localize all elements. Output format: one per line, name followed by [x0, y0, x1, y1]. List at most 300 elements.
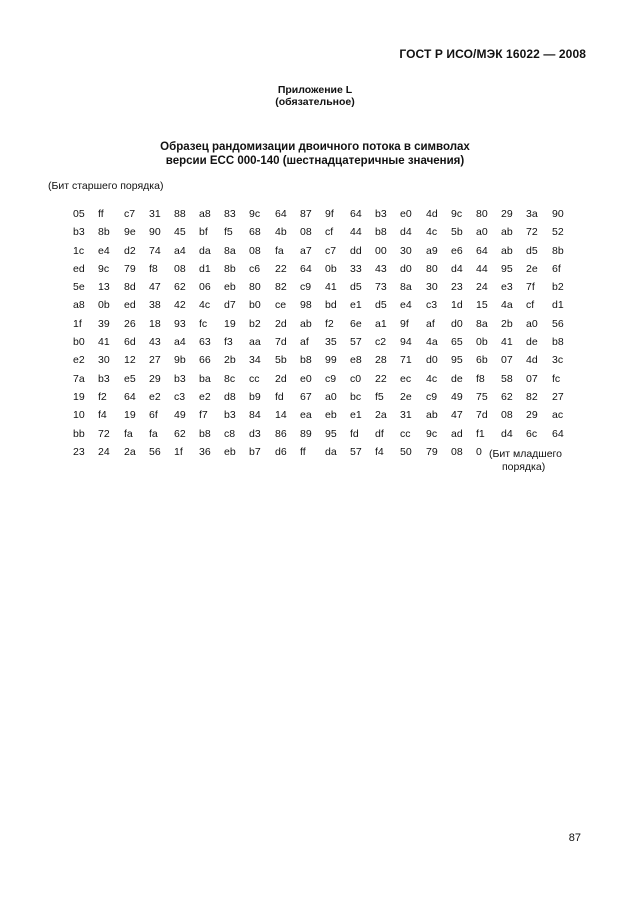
hex-cell: af — [426, 317, 435, 330]
hex-cell: 89 — [300, 427, 312, 440]
hex-cell: 43 — [375, 262, 387, 275]
hex-cell: 9c — [98, 262, 110, 275]
hex-cell: f8 — [476, 372, 485, 385]
hex-cell: ac — [552, 409, 564, 422]
hex-cell: 56 — [149, 445, 161, 458]
hex-cell: f3 — [224, 336, 233, 349]
hex-cell: 43 — [149, 336, 161, 349]
hex-cell: cc — [249, 372, 260, 385]
hex-cell: 80 — [249, 281, 261, 294]
hex-cell: 6b — [476, 354, 488, 367]
hex-cell: f8 — [149, 262, 158, 275]
hex-cell: cf — [526, 299, 535, 312]
hex-cell: b0 — [73, 336, 85, 349]
lsb-label-line2: порядка) — [502, 461, 546, 473]
lsb-label-line1: (Бит младшего — [489, 448, 562, 460]
hex-cell: e1 — [350, 409, 362, 422]
hex-cell: 15 — [476, 299, 488, 312]
hex-cell: e3 — [501, 281, 513, 294]
hex-cell: 95 — [325, 427, 337, 440]
table-row — [0, 373, 630, 391]
hex-cell: 06 — [199, 281, 211, 294]
hex-cell: 72 — [526, 226, 538, 239]
hex-cell: 07 — [501, 354, 513, 367]
hex-cell: b8 — [552, 336, 564, 349]
hex-cell: eb — [224, 281, 236, 294]
hex-cell: 27 — [552, 390, 564, 403]
hex-cell: 6c — [526, 427, 538, 440]
hex-cell: 18 — [149, 317, 161, 330]
hex-cell: 2b — [501, 317, 513, 330]
hex-cell: 9f — [325, 208, 334, 220]
hex-cell: 7a — [73, 372, 85, 385]
hex-cell: fc — [552, 372, 561, 385]
hex-cell: f2 — [325, 317, 334, 330]
hex-cell: d3 — [249, 427, 261, 440]
hex-cell: 08 — [451, 445, 463, 458]
hex-cell: fd — [350, 427, 359, 440]
hex-cell: 75 — [476, 390, 488, 403]
hex-cell: 2d — [275, 317, 287, 330]
hex-cell: 8b — [552, 244, 564, 257]
hex-cell: 41 — [501, 336, 513, 349]
hex-cell: 64 — [124, 390, 136, 403]
hex-cell: 52 — [552, 226, 564, 239]
hex-cell: e5 — [124, 372, 136, 385]
hex-cell: 74 — [149, 244, 161, 257]
hex-cell: 30 — [400, 244, 412, 257]
hex-cell: 99 — [325, 354, 337, 367]
annex-title: Приложение L — [277, 84, 353, 96]
hex-cell: 64 — [552, 427, 564, 440]
hex-cell: e0 — [300, 372, 312, 385]
hex-cell: 41 — [98, 336, 110, 349]
hex-cell: f7 — [199, 409, 208, 422]
hex-cell: e1 — [350, 299, 362, 312]
hex-cell: e8 — [350, 354, 362, 367]
hex-cell: d8 — [224, 390, 236, 403]
hex-cell: d2 — [124, 244, 136, 257]
hex-cell: c6 — [249, 262, 261, 275]
hex-cell: e4 — [400, 299, 412, 312]
hex-cell: bd — [325, 299, 337, 312]
hex-cell: ab — [501, 244, 513, 257]
hex-cell: ab — [426, 409, 438, 422]
hex-cell: 2d — [275, 372, 287, 385]
hex-cell: 62 — [174, 427, 186, 440]
hex-cell: 5b — [275, 354, 287, 367]
hex-cell: d4 — [501, 427, 513, 440]
hex-cell: 23 — [73, 445, 85, 458]
hex-cell: 90 — [552, 208, 564, 220]
hex-cell: 50 — [400, 445, 412, 458]
hex-cell: ad — [451, 427, 463, 440]
hex-cell: 4c — [199, 299, 211, 312]
hex-cell: 84 — [249, 409, 261, 422]
hex-cell: 79 — [124, 262, 136, 275]
hex-cell: ba — [199, 372, 211, 385]
hex-cell: e2 — [73, 354, 85, 367]
hex-cell: 1f — [174, 445, 183, 458]
hex-cell: cc — [400, 427, 411, 440]
hex-cell: b0 — [249, 299, 261, 312]
hex-cell: a0 — [325, 390, 337, 403]
hex-cell: 72 — [98, 427, 110, 440]
section-title-line1: Образец рандомизации двоичного потока в символах — [160, 141, 470, 153]
hex-cell: d5 — [526, 244, 538, 257]
hex-cell: 82 — [275, 281, 287, 294]
lsb-label — [489, 448, 562, 474]
hex-cell: 94 — [400, 336, 412, 349]
hex-cell: 12 — [124, 354, 136, 367]
hex-cell: 8b — [224, 262, 236, 275]
table-row — [0, 409, 630, 427]
hex-cell: 0b — [98, 299, 110, 312]
hex-cell: a0 — [526, 317, 538, 330]
hex-cell: 14 — [275, 409, 287, 422]
hex-cell: 7d — [476, 409, 488, 422]
hex-cell: 8a — [224, 244, 236, 257]
hex-cell: 9c — [426, 427, 438, 440]
hex-cell: 6f — [552, 262, 561, 275]
hex-cell: d5 — [375, 299, 387, 312]
hex-cell: 63 — [199, 336, 211, 349]
hex-cell: a4 — [174, 244, 186, 257]
hex-cell: 9b — [174, 354, 186, 367]
table-row — [0, 391, 630, 409]
hex-cell: 4a — [501, 299, 513, 312]
hex-cell: a8 — [73, 299, 85, 312]
hex-cell: 58 — [501, 372, 513, 385]
table-row — [0, 428, 630, 446]
hex-cell: 90 — [149, 226, 161, 239]
hex-cell: 29 — [526, 409, 538, 422]
hex-cell: 31 — [149, 208, 161, 220]
hex-cell: 68 — [249, 226, 261, 239]
page-number: 87 — [568, 832, 581, 844]
hex-cell: c9 — [300, 281, 312, 294]
hex-cell: 08 — [249, 244, 261, 257]
hex-cell: ed — [73, 262, 85, 275]
hex-cell: b3 — [174, 372, 186, 385]
table-row — [0, 336, 630, 354]
hex-cell: d5 — [350, 281, 362, 294]
hex-cell: c7 — [124, 208, 136, 220]
hex-cell: dd — [350, 244, 362, 257]
hex-cell: d0 — [400, 262, 412, 275]
hex-cell: de — [451, 372, 463, 385]
hex-cell: fa — [275, 244, 284, 257]
hex-cell: b8 — [199, 427, 211, 440]
hex-cell: 36 — [199, 445, 211, 458]
hex-cell: 23 — [451, 281, 463, 294]
hex-cell: c9 — [325, 372, 337, 385]
hex-cell: 93 — [174, 317, 186, 330]
hex-cell: e6 — [451, 244, 463, 257]
table-row — [0, 208, 630, 226]
hex-table — [0, 208, 630, 464]
hex-cell: 42 — [174, 299, 186, 312]
hex-cell: 98 — [300, 299, 312, 312]
hex-cell: 7f — [526, 281, 535, 294]
hex-cell: 6e — [350, 317, 362, 330]
hex-cell: 64 — [300, 262, 312, 275]
hex-cell: 1c — [73, 244, 85, 257]
hex-cell: 87 — [300, 208, 312, 220]
hex-cell: ff — [98, 208, 104, 220]
hex-cell: 0 — [476, 445, 482, 458]
hex-cell: 1d — [451, 299, 463, 312]
hex-cell: d1 — [199, 262, 211, 275]
hex-cell: cf — [325, 226, 334, 239]
hex-cell: de — [526, 336, 538, 349]
section-title-line2: версии ЕСС 000-140 (шестнадцатеричные значения) — [165, 155, 465, 167]
hex-cell: c3 — [426, 299, 438, 312]
table-row — [0, 354, 630, 372]
hex-cell: c9 — [426, 390, 438, 403]
hex-cell: d6 — [275, 445, 287, 458]
hex-cell: 05 — [73, 208, 85, 220]
hex-cell: 8b — [98, 226, 110, 239]
hex-cell: c2 — [375, 336, 387, 349]
hex-cell: ff — [300, 445, 306, 458]
hex-cell: bb — [73, 427, 85, 440]
hex-cell: 41 — [325, 281, 337, 294]
hex-cell: 9f — [400, 317, 409, 330]
hex-cell: 49 — [451, 390, 463, 403]
hex-cell: 67 — [300, 390, 312, 403]
hex-cell: b2 — [249, 317, 261, 330]
hex-cell: 2b — [224, 354, 236, 367]
document-header: ГОСТ Р ИСО/МЭК 16022 — 2008 — [399, 47, 586, 61]
hex-cell: 64 — [350, 208, 362, 220]
hex-cell: 44 — [350, 226, 362, 239]
hex-cell: a4 — [174, 336, 186, 349]
table-row — [0, 318, 630, 336]
hex-cell: b3 — [224, 409, 236, 422]
hex-cell: eb — [325, 409, 337, 422]
hex-cell: c3 — [174, 390, 186, 403]
hex-cell: 80 — [476, 208, 488, 220]
hex-cell: 10 — [73, 409, 85, 422]
hex-cell: a9 — [426, 244, 438, 257]
annex-status: (обязательное) — [275, 96, 355, 108]
hex-cell: 62 — [174, 281, 186, 294]
table-row — [0, 226, 630, 244]
hex-cell: 08 — [501, 409, 513, 422]
hex-cell: 65 — [451, 336, 463, 349]
hex-cell: fc — [199, 317, 208, 330]
hex-cell: 79 — [426, 445, 438, 458]
hex-cell: 3a — [526, 208, 538, 220]
hex-cell: 30 — [98, 354, 110, 367]
hex-cell: 6f — [149, 409, 158, 422]
hex-cell: f4 — [98, 409, 107, 422]
hex-cell: d0 — [426, 354, 438, 367]
table-row — [0, 245, 630, 263]
hex-cell: 34 — [249, 354, 261, 367]
hex-cell: ab — [501, 226, 513, 239]
hex-cell: 0b — [476, 336, 488, 349]
hex-cell: ce — [275, 299, 287, 312]
hex-cell: ed — [124, 299, 136, 312]
hex-cell: b8 — [375, 226, 387, 239]
hex-cell: b2 — [552, 281, 564, 294]
hex-cell: af — [300, 336, 309, 349]
hex-cell: 13 — [98, 281, 110, 294]
hex-cell: c8 — [224, 427, 236, 440]
hex-cell: a0 — [476, 226, 488, 239]
hex-cell: ec — [400, 372, 412, 385]
hex-cell: d7 — [224, 299, 236, 312]
hex-cell: f5 — [375, 390, 384, 403]
hex-cell: 9e — [124, 226, 136, 239]
hex-cell: 08 — [174, 262, 186, 275]
hex-cell: 26 — [124, 317, 136, 330]
table-row — [0, 299, 630, 317]
hex-cell: bf — [199, 226, 208, 239]
hex-cell: 5b — [451, 226, 463, 239]
hex-cell: 2e — [400, 390, 412, 403]
hex-cell: df — [375, 427, 384, 440]
hex-cell: e2 — [199, 390, 211, 403]
table-row — [0, 263, 630, 281]
hex-cell: 4d — [526, 354, 538, 367]
hex-cell: 44 — [476, 262, 488, 275]
hex-cell: a8 — [199, 208, 211, 220]
hex-cell: 64 — [275, 208, 287, 220]
hex-cell: 8a — [476, 317, 488, 330]
hex-cell: aa — [249, 336, 261, 349]
hex-cell: 95 — [451, 354, 463, 367]
hex-cell: da — [325, 445, 337, 458]
hex-cell: 22 — [275, 262, 287, 275]
hex-cell: 3c — [552, 354, 564, 367]
hex-cell: 24 — [98, 445, 110, 458]
hex-cell: 29 — [501, 208, 513, 220]
hex-cell: 4d — [426, 208, 438, 220]
hex-cell: 8c — [224, 372, 236, 385]
hex-cell: 8a — [400, 281, 412, 294]
table-row — [0, 281, 630, 299]
hex-cell: 35 — [325, 336, 337, 349]
hex-cell: 83 — [224, 208, 236, 220]
hex-cell: 64 — [476, 244, 488, 257]
hex-cell: 9c — [249, 208, 261, 220]
hex-cell: 27 — [149, 354, 161, 367]
hex-cell: fa — [149, 427, 158, 440]
hex-cell: 80 — [426, 262, 438, 275]
hex-cell: 47 — [451, 409, 463, 422]
hex-cell: fd — [275, 390, 284, 403]
hex-cell: 22 — [375, 372, 387, 385]
hex-cell: 4b — [275, 226, 287, 239]
hex-cell: 71 — [400, 354, 412, 367]
hex-cell: 57 — [350, 336, 362, 349]
hex-cell: 19 — [73, 390, 85, 403]
hex-cell: 5e — [73, 281, 85, 294]
hex-cell: b9 — [249, 390, 261, 403]
hex-cell: a1 — [375, 317, 387, 330]
hex-cell: 24 — [476, 281, 488, 294]
hex-cell: e2 — [149, 390, 161, 403]
hex-cell: 39 — [98, 317, 110, 330]
hex-cell: 56 — [552, 317, 564, 330]
hex-cell: 19 — [224, 317, 236, 330]
hex-cell: fa — [124, 427, 133, 440]
hex-cell: 73 — [375, 281, 387, 294]
hex-cell: 6d — [124, 336, 136, 349]
hex-cell: 28 — [375, 354, 387, 367]
hex-cell: 82 — [526, 390, 538, 403]
hex-cell: da — [199, 244, 211, 257]
hex-cell: 31 — [400, 409, 412, 422]
msb-label: (Бит старшего порядка) — [48, 180, 164, 192]
hex-cell: 07 — [526, 372, 538, 385]
hex-cell: b3 — [375, 208, 387, 220]
hex-cell: 19 — [124, 409, 136, 422]
hex-cell: 38 — [149, 299, 161, 312]
hex-cell: 2a — [124, 445, 136, 458]
hex-cell: b3 — [98, 372, 110, 385]
hex-cell: ab — [300, 317, 312, 330]
hex-cell: c0 — [350, 372, 362, 385]
hex-cell: 00 — [375, 244, 387, 257]
hex-cell: 2e — [526, 262, 538, 275]
hex-cell: bc — [350, 390, 362, 403]
hex-cell: c7 — [325, 244, 337, 257]
hex-cell: d4 — [400, 226, 412, 239]
hex-cell: 30 — [426, 281, 438, 294]
hex-cell: e4 — [98, 244, 110, 257]
hex-cell: 29 — [149, 372, 161, 385]
hex-cell: f1 — [476, 427, 485, 440]
hex-cell: 08 — [300, 226, 312, 239]
hex-cell: 0b — [325, 262, 337, 275]
hex-cell: 4a — [426, 336, 438, 349]
hex-cell: ea — [300, 409, 312, 422]
hex-cell: 47 — [149, 281, 161, 294]
hex-cell: d0 — [451, 317, 463, 330]
hex-cell: 1f — [73, 317, 82, 330]
hex-cell: b8 — [300, 354, 312, 367]
hex-cell: b7 — [249, 445, 261, 458]
hex-cell: 2a — [375, 409, 387, 422]
hex-cell: 88 — [174, 208, 186, 220]
hex-cell: f5 — [224, 226, 233, 239]
hex-cell: 62 — [501, 390, 513, 403]
hex-cell: 95 — [501, 262, 513, 275]
hex-cell: 4c — [426, 372, 438, 385]
hex-cell: 8d — [124, 281, 136, 294]
hex-cell: a7 — [300, 244, 312, 257]
hex-cell: b3 — [73, 226, 85, 239]
hex-cell: 86 — [275, 427, 287, 440]
hex-cell: 57 — [350, 445, 362, 458]
hex-cell: 66 — [199, 354, 211, 367]
hex-cell: d1 — [552, 299, 564, 312]
hex-cell: 49 — [174, 409, 186, 422]
hex-cell: f2 — [98, 390, 107, 403]
hex-cell: 33 — [350, 262, 362, 275]
hex-cell: d4 — [451, 262, 463, 275]
hex-cell: 45 — [174, 226, 186, 239]
hex-cell: 7d — [275, 336, 287, 349]
hex-cell: f4 — [375, 445, 384, 458]
hex-cell: e0 — [400, 208, 412, 220]
hex-cell: 9c — [451, 208, 463, 220]
hex-cell: eb — [224, 445, 236, 458]
